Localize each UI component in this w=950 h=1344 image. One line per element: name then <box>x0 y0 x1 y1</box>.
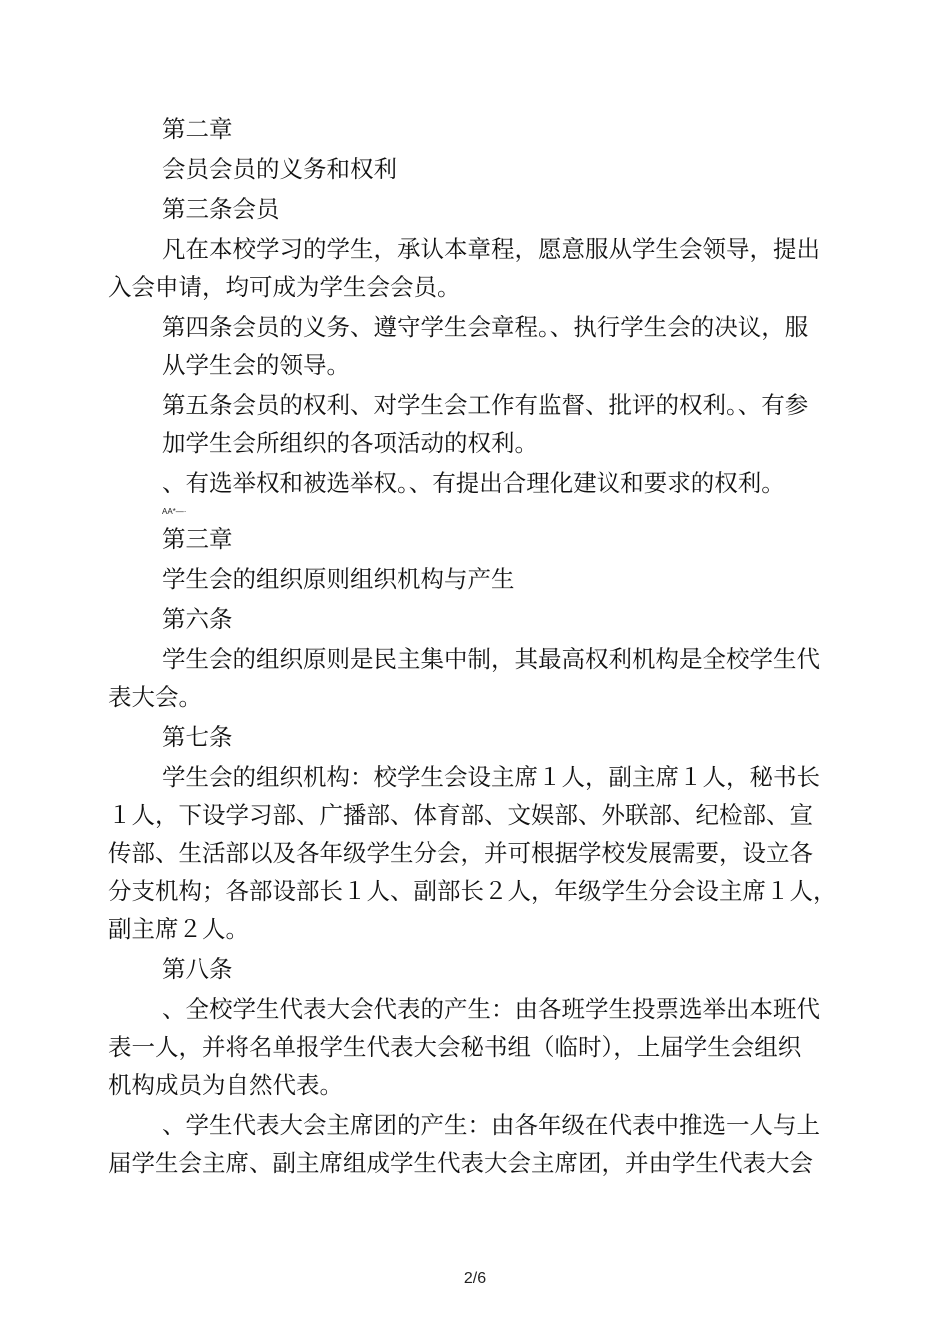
paragraph-line: 学生会的组织原则是民主集中制，其最高权利机构是全校学生代 <box>162 645 820 673</box>
article-heading: 第八条 <box>162 955 233 983</box>
paragraph-line: 加学生会所组织的各项活动的权利。 <box>162 429 538 457</box>
article-heading: 第七条 <box>162 723 233 751</box>
chapter-heading: 第三章 <box>162 525 233 553</box>
paragraph-line: 、全校学生代表大会代表的产生：由各班学生投票选举出本班代 <box>162 995 820 1023</box>
article-heading: 第六条 <box>162 605 233 633</box>
paragraph-line: 机构成员为自然代表。 <box>108 1071 343 1099</box>
article-heading: 第三条会员 <box>162 195 280 223</box>
small-artifact-text: AA*—· <box>162 507 187 516</box>
chapter-heading: 第二章 <box>162 115 233 143</box>
page-number: 2/6 <box>463 1270 487 1287</box>
paragraph-line: 学生会的组织机构：校学生会设主席１人，副主席１人，秘书长 <box>162 763 820 791</box>
paragraph-line: 、有选举权和被选举权。、有提出合理化建议和要求的权利。 <box>162 469 785 497</box>
paragraph-line: 、学生代表大会主席团的产生：由各年级在代表中推选一人与上 <box>162 1111 820 1139</box>
paragraph-line: 表一人，并将名单报学生代表大会秘书组（临时），上届学生会组织 <box>108 1033 802 1061</box>
paragraph-line: 入会申请，均可成为学生会会员。 <box>108 273 461 301</box>
paragraph-line: 传部、生活部以及各年级学生分会，并可根据学校发展需要，设立各 <box>108 839 813 867</box>
document-body <box>108 110 837 1182</box>
paragraph-line: 凡在本校学习的学生，承认本章程，愿意服从学生会领导，提出 <box>162 235 820 263</box>
paragraph-line: 第四条会员的义务、遵守学生会章程。、执行学生会的决议，服 <box>162 313 809 341</box>
chapter-title: 会员会员的义务和权利 <box>162 155 397 183</box>
paragraph-line: 第五条会员的权利、对学生会工作有监督、批评的权利。、有参 <box>162 391 809 419</box>
paragraph-line: 表大会。 <box>108 683 202 711</box>
paragraph-line: １人，下设学习部、广播部、体育部、文娱部、外联部、纪检部、宣 <box>108 801 813 829</box>
paragraph-line: 从学生会的领导。 <box>162 351 350 379</box>
paragraph-line: 副主席２人。 <box>108 915 249 943</box>
paragraph-line: 分支机构；各部设部长１人、副部长２人，年级学生分会设主席１人， <box>108 877 837 905</box>
paragraph-line: 届学生会主席、副主席组成学生代表大会主席团，并由学生代表大会 <box>108 1149 813 1177</box>
chapter-title: 学生会的组织原则组织机构与产生 <box>162 565 515 593</box>
